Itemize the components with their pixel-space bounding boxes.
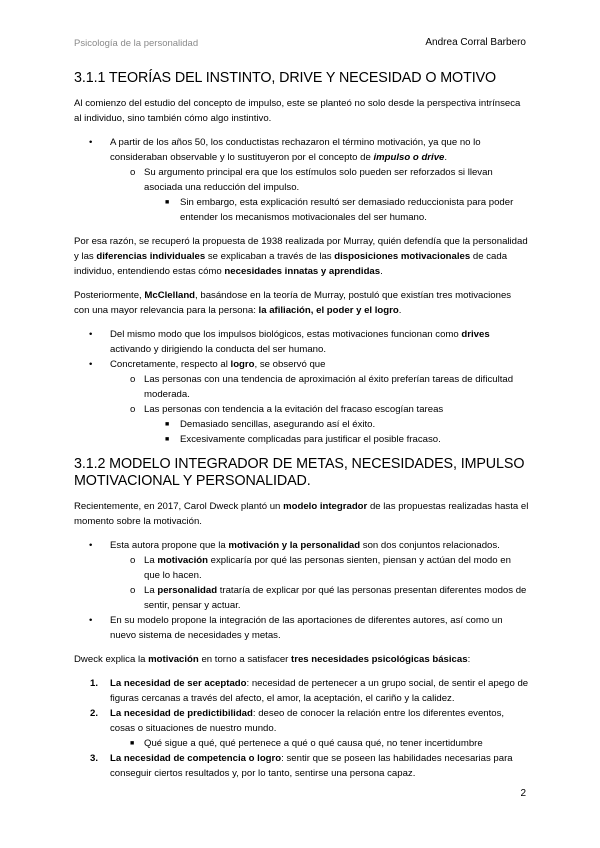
list-item: 2. La necesidad de predictibilidad: deseo de conocer la relación entre los diferentes eventos, cosas o situaciones de nuestro mundo. (90, 708, 505, 734)
page-number: 2 (520, 788, 526, 799)
emphasis-text: impulso o drive (373, 152, 445, 163)
list-item: 1. La necesidad de ser aceptado: necesidad de pertenecer a un grupo social, de sentir el apego de figuras cercanas a través del afecto, el amor, la aceptación, el cariño y la calidez. (90, 678, 529, 704)
list-item: • Esta autora propone que la motivación y la personalidad son dos conjuntos relacionados. (89, 540, 500, 551)
paragraph-mcclelland: Posteriormente, McClelland, basándose en la teoría de Murray, postuló que existían tres motivaciones con una mayor relevancia para la persona: la afiliación, el poder y el logro. (74, 290, 512, 316)
square-bullet-icon: ■ (165, 199, 170, 206)
list-item: • En su modelo propone la integración de las aportaciones de diferentes autores, así como un nuevo sistema de necesidades y metas. (89, 615, 503, 641)
bullet-icon: • (89, 615, 93, 626)
numbered-list-needs (74, 676, 529, 781)
section-heading-theories: 3.1.1 TEORÍAS DEL INSTINTO, DRIVE Y NECESIDAD O MOTIVO (74, 70, 497, 86)
header-author: Andrea Corral Barbero (425, 37, 526, 48)
circle-bullet-icon: o (130, 585, 136, 596)
bullet-icon: • (89, 540, 93, 551)
paragraph-dweck-intro: Recientemente, en 2017, Carol Dweck plantó un modelo integrador de las propuestas realizadas hasta el momento sobre la motivación. (74, 501, 529, 527)
list-item: ■ Demasiado sencillas, asegurando así el éxito. (165, 419, 376, 430)
list-item: • A partir de los años 50, los conductistas rechazaron el término motivación, ya que no lo consideraban observable y lo sustituyeron por el concepto de impulso o drive. (89, 137, 481, 163)
bullet-list-behaviorists (74, 135, 529, 225)
paragraph-murray: Por esa razón, se recuperó la propuesta de 1938 realizada por Murray, quién defendía que la personalidad y las diferencias individuales se explicaban a través de las disposiciones motivacionales de cada individuo, entendiendo estas cómo necesidades innatas y aprendidas. (74, 236, 528, 277)
list-item: ■ Excesivamente complicadas para justificar el posible fracaso. (165, 434, 441, 445)
list-item: o Las personas con una tendencia de aproximación al éxito preferían tareas de dificultad moderada. (130, 374, 514, 400)
bullet-list-motivations (74, 327, 529, 447)
header-course-title: Psicología de la personalidad (74, 38, 199, 49)
bullet-icon: • (89, 359, 93, 370)
list-item: o Su argumento principal era que los estímulos solo pueden ser reforzados si llevan asociada una reducción del impulso. (130, 167, 493, 193)
paragraph-basic-needs: Dweck explica la motivación en torno a satisfacer tres necesidades psicológicas básicas: (74, 654, 471, 665)
square-bullet-icon: ■ (165, 436, 170, 443)
circle-bullet-icon: o (130, 167, 136, 178)
list-item: • Del mismo modo que los impulsos biológicos, estas motivaciones funcionan como drives activando y dirigiendo la conducta del ser humano. (89, 329, 490, 355)
circle-bullet-icon: o (130, 404, 136, 415)
list-item: ■ Sin embargo, esta explicación resultó ser demasiado reduccionista para poder entender los mecanismos motivacionales del ser humano. (165, 197, 514, 223)
square-bullet-icon: ■ (165, 421, 170, 428)
bullet-icon: • (89, 137, 93, 148)
list-item: o La motivación explicaría por qué las personas sienten, piensan y actúan del modo en que lo hacen. (130, 555, 511, 581)
square-bullet-icon: ■ (130, 740, 135, 747)
section-heading-integrative-model: 3.1.2 MODELO INTEGRADOR DE METAS, NECESIDADES, IMPULSO MOTIVACIONAL Y PERSONALIDAD. (74, 456, 525, 489)
paragraph-intro: Al comienzo del estudio del concepto de impulso, este se planteó no solo desde la perspectiva intrínseca al individuo, sino también cómo algo instintivo. (74, 98, 521, 124)
list-item: o La personalidad trataría de explicar por qué las personas presentan diferentes modos de sentir, pensar y actuar. (130, 585, 527, 611)
bullet-list-dweck (74, 538, 529, 643)
list-item: o Las personas con tendencia a la evitación del fracaso escogían tareas (130, 404, 444, 415)
list-item: ■ Qué sigue a qué, qué pertenece a qué o qué causa qué, no tener incertidumbre (130, 738, 483, 749)
list-item: • Concretamente, respecto al logro, se observó que (89, 359, 326, 370)
page-content (74, 70, 529, 781)
list-item: 3. La necesidad de competencia o logro: sentir que se poseen las habilidades necesarias para conseguir ciertos resultados y, por lo tanto, sentirse una persona capaz. (90, 753, 513, 779)
circle-bullet-icon: o (130, 374, 136, 385)
circle-bullet-icon: o (130, 555, 136, 566)
bullet-icon: • (89, 329, 93, 340)
